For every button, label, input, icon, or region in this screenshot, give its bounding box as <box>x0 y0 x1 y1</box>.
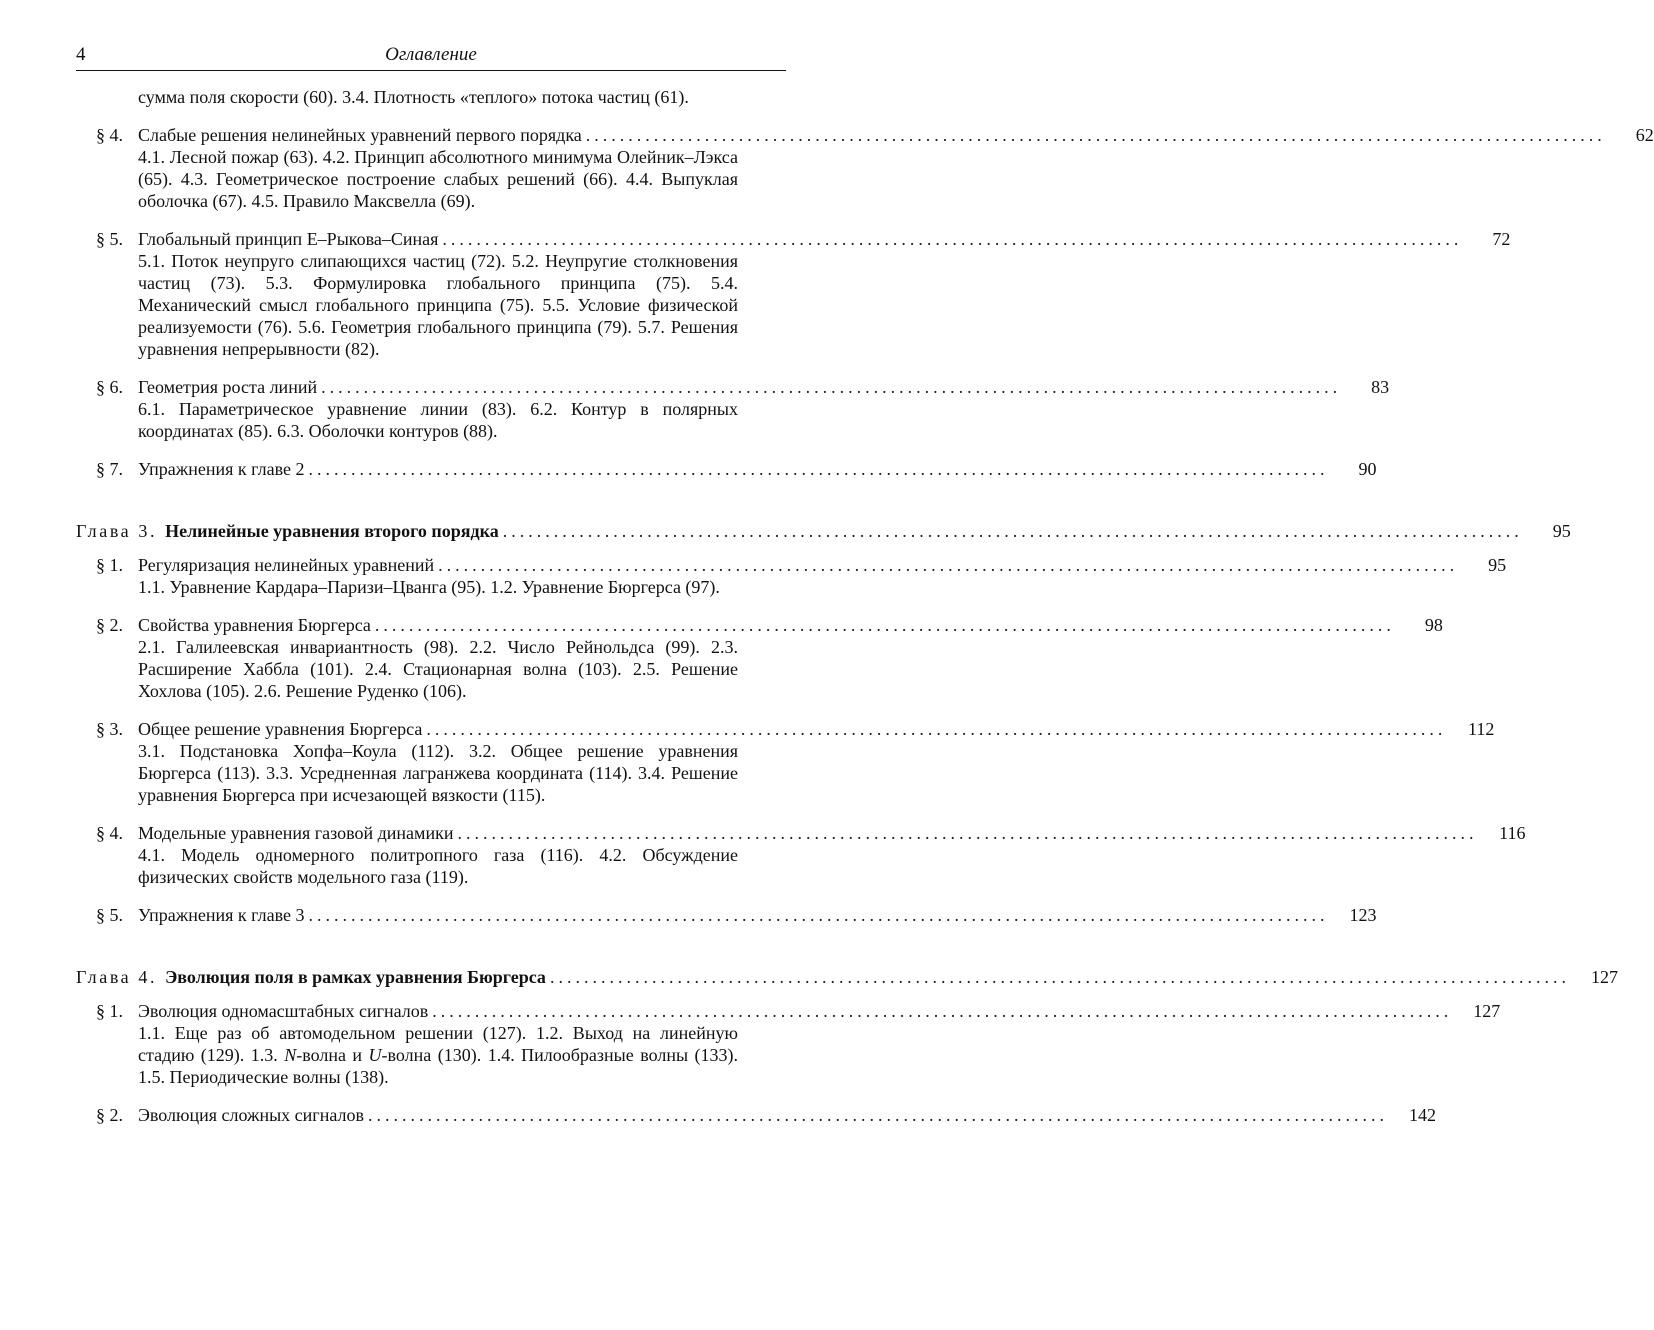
continuation-text: сумма поля скорости (60). 3.4. Плотность «теплого» потока частиц (61). <box>138 87 689 107</box>
dot-leader: ........................................................................................................................ <box>585 125 1606 145</box>
running-title: Оглавление <box>385 44 477 65</box>
section-heading-row <box>76 554 1507 576</box>
section-title[interactable]: Упражнения к главе 2 <box>138 459 305 479</box>
dot-leader: ........................................................................................................................ <box>426 719 1447 739</box>
section-subsections <box>138 1022 738 1088</box>
section-number: § 7. <box>96 459 123 479</box>
section-title[interactable]: Упражнения к главе 3 <box>138 905 305 925</box>
dot-leader: ........................................................................................................................ <box>442 229 1463 249</box>
chapter-label: Глава 3. <box>76 521 158 541</box>
chapter-title[interactable]: Эволюция поля в рамках уравнения Бюргерса <box>165 967 546 987</box>
subsection-text: -волна и <box>296 1045 369 1065</box>
toc-section[interactable] <box>76 1104 1436 1126</box>
section-heading-row <box>76 458 1377 480</box>
section-subsections: 2.1. Галилеевская инвариантность (98). 2.2. Число Рейнольдса (99). 2.3. Расширение Хаббла (101). 2.4. Стационарная волна (103). 2.5. Решение Хохлова (105). 2.6. Решение Руденко (106). <box>138 637 738 701</box>
section-heading-row <box>76 718 1495 740</box>
section-heading-row <box>76 1000 1501 1022</box>
section-subsections: 4.1. Модель одномерного политропного газа (116). 4.2. Обсуждение физических свойств модельного газа (119). <box>138 845 738 887</box>
dot-leader: ........................................................................................................................ <box>308 459 1329 479</box>
section-title[interactable]: Общее решение уравнения Бюргерса <box>138 719 423 739</box>
chapter-3-sections <box>76 554 1526 926</box>
chapter-heading-row[interactable] <box>76 966 1618 988</box>
dot-leader: ........................................................................................................................ <box>321 377 1342 397</box>
section-title[interactable]: Регуляризация нелинейных уравнений <box>138 555 435 575</box>
subsection-text-italic: U <box>368 1045 382 1065</box>
section-heading-row <box>76 614 1443 636</box>
section-heading-row <box>76 1104 1436 1126</box>
section-page: 142 <box>1408 1105 1436 1125</box>
dot-leader: ........................................................................................................................ <box>457 823 1478 843</box>
section-page: 127 <box>1473 1001 1501 1021</box>
running-header <box>76 42 786 71</box>
dot-leader: ........................................................................................................................ <box>549 967 1570 987</box>
chapter-page: 127 <box>1590 967 1618 987</box>
section-number: § 1. <box>96 555 123 575</box>
section-page: 95 <box>1488 555 1507 575</box>
page-number: 4 <box>76 44 86 65</box>
section-number: § 3. <box>96 719 123 739</box>
subsection-text-italic: N <box>284 1045 297 1065</box>
section-subsections: 5.1. Поток неупруго слипающихся частиц (72). 5.2. Неупругие столкновения частиц (73). 5.3. Формулировка глобального принципа (75). 5.4. Механический смысл глобального принципа (75). 5.5. Условие физической реализуемости (76). 5.6. Геометрия глобального принципа (79). 5.7. Решения уравнения непрерывности (82). <box>138 251 738 359</box>
chapter-heading-row[interactable] <box>76 520 1571 542</box>
section-page: 62 <box>1635 125 1654 145</box>
section-number: § 1. <box>96 1001 123 1021</box>
toc-section[interactable] <box>76 554 1507 598</box>
section-page: 123 <box>1349 905 1377 925</box>
section-heading-row <box>76 822 1526 844</box>
dot-leader: ........................................................................................................................ <box>308 905 1329 925</box>
section-page: 116 <box>1499 823 1526 843</box>
section-number: § 2. <box>96 615 123 635</box>
section-subsections: 3.1. Подстановка Хопфа–Коула (112). 3.2. Общее решение уравнения Бюргерса (113). 3.3. Усредненная лагранжева координата (114). 3.4. Решение уравнения Бюргерса при исчезающей вязкости (115). <box>138 741 738 805</box>
toc-section[interactable] <box>76 1000 1501 1088</box>
subsection-text: -волна (130). 1.4. Пилообразные волны (133). 1.5. Периодические волны (138). <box>138 1045 739 1087</box>
section-number: § 5. <box>96 905 123 925</box>
dot-leader: ........................................................................................................................ <box>367 1105 1388 1125</box>
section-number: § 4. <box>96 125 123 145</box>
dot-leader: ........................................................................................................................ <box>438 555 1459 575</box>
toc-section[interactable] <box>76 124 1654 212</box>
section-subsections: 1.1. Уравнение Кардара–Паризи–Цванга (95). 1.2. Уравнение Бюргерса (97). <box>138 577 720 597</box>
toc-section[interactable] <box>76 458 1377 480</box>
section-heading-row <box>76 124 1654 146</box>
dot-leader: ........................................................................................................................ <box>502 521 1523 541</box>
section-number: § 5. <box>96 229 123 249</box>
dot-leader: ........................................................................................................................ <box>432 1001 1453 1021</box>
section-heading-row <box>76 228 1511 250</box>
section-subsections: 6.1. Параметрическое уравнение линии (83). 6.2. Контур в полярных координатах (85). 6.3. Оболочки контуров (88). <box>138 399 738 441</box>
dot-leader: ........................................................................................................................ <box>374 615 1395 635</box>
toc-section[interactable] <box>76 614 1443 702</box>
section-title[interactable]: Глобальный принцип Е–Рыкова–Синая <box>138 229 439 249</box>
subsection-text: 1.1. Еще раз об автомодельном решении (127). 1.2. Выход на линейную стадию (129). 1.3. <box>138 1023 738 1065</box>
toc-section[interactable] <box>76 228 1511 360</box>
section-number: § 6. <box>96 377 123 397</box>
section-number: § 2. <box>96 1105 123 1125</box>
section-page: 83 <box>1371 377 1390 397</box>
chapter-3 <box>76 520 1571 542</box>
toc-section[interactable] <box>76 904 1377 926</box>
toc-section[interactable] <box>76 718 1495 806</box>
section-page: 90 <box>1358 459 1377 479</box>
section-page: 112 <box>1468 719 1495 739</box>
chapter-label: Глава 4. <box>76 967 158 987</box>
section-number: § 4. <box>96 823 123 843</box>
section-heading-row <box>76 376 1390 398</box>
table-of-contents <box>76 86 1654 1142</box>
toc-section[interactable] <box>76 822 1526 888</box>
chapter-2-sections <box>76 124 1654 480</box>
section-heading-row <box>76 904 1377 926</box>
section-title[interactable]: Эволюция сложных сигналов <box>138 1105 364 1125</box>
section-subsections: 4.1. Лесной пожар (63). 4.2. Принцип абсолютного минимума Олейник–Лэкса (65). 4.3. Геометрическое построение слабых решений (66). 4.4. Выпуклая оболочка (67). 4.5. Правило Максвелла (69). <box>138 147 738 211</box>
chapter-4-sections <box>76 1000 1501 1126</box>
chapter-4 <box>76 966 1618 988</box>
section-page: 98 <box>1424 615 1443 635</box>
chapter-title[interactable]: Нелинейные уравнения второго порядка <box>165 521 499 541</box>
section-title[interactable]: Слабые решения нелинейных уравнений первого порядка <box>138 125 582 145</box>
chapter-page: 95 <box>1552 521 1571 541</box>
section-page: 72 <box>1492 229 1511 249</box>
toc-section[interactable] <box>76 376 1390 442</box>
section-title[interactable]: Геометрия роста линий <box>138 377 318 397</box>
section-title[interactable]: Свойства уравнения Бюргерса <box>138 615 371 635</box>
section-title[interactable]: Модельные уравнения газовой динамики <box>138 823 454 843</box>
section-title[interactable]: Эволюция одномасштабных сигналов <box>138 1001 429 1021</box>
